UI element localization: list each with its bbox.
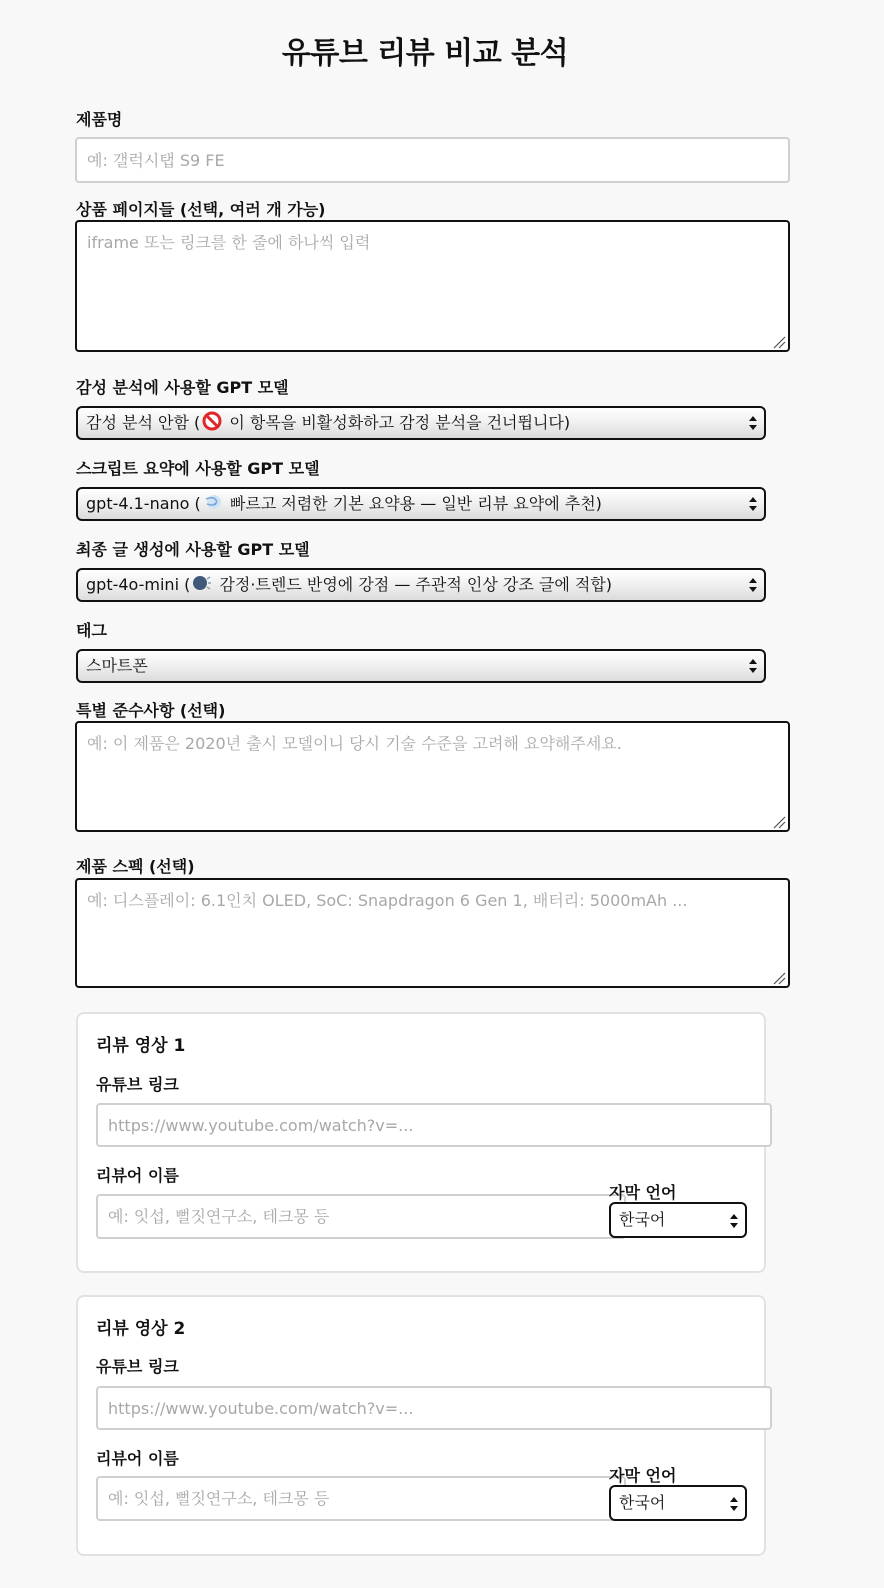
script-model-select[interactable] — [76, 487, 766, 521]
script-model-suffix: 빠르고 저렴한 기본 요약용 — 일반 리뷰 요약에 추천) — [224, 494, 602, 513]
resize-grip-icon[interactable] — [772, 971, 786, 985]
tag-selected-value: 스마트폰 — [86, 656, 148, 675]
sentiment-model-select[interactable] — [76, 406, 766, 440]
select-arrows-icon — [748, 657, 758, 675]
final-model-select[interactable] — [76, 568, 766, 602]
subtitle-language-value: 한국어 — [619, 1493, 666, 1512]
youtube-link-input[interactable] — [96, 1103, 772, 1147]
tag-select[interactable] — [76, 649, 766, 683]
review-card-title: 리뷰 영상 1 — [96, 1036, 186, 1056]
reviewer-name-label: 리뷰어 이름 — [96, 1166, 179, 1185]
subtitle-language-select[interactable] — [609, 1202, 747, 1238]
special-notes-textarea[interactable] — [75, 721, 790, 832]
subtitle-language-label: 자막 언어 — [609, 1183, 677, 1202]
product-pages-label: 상품 페이지들 (선택, 여러 개 가능) — [76, 200, 326, 219]
resize-grip-icon[interactable] — [772, 335, 786, 349]
reviewer-name-input[interactable] — [96, 1476, 626, 1521]
subtitle-language-select[interactable] — [609, 1485, 747, 1521]
select-arrows-icon — [729, 1495, 739, 1513]
review-card-1 — [76, 1012, 766, 1273]
review-card-title: 리뷰 영상 2 — [96, 1319, 186, 1339]
script-model-label: 스크립트 요약에 사용할 GPT 모델 — [76, 459, 320, 478]
sentiment-model-label: 감성 분석에 사용할 GPT 모델 — [76, 378, 289, 397]
page-title: 유튜브 리뷰 비교 분석 — [281, 36, 569, 71]
subtitle-language-label: 자막 언어 — [609, 1466, 677, 1485]
product-name-label: 제품명 — [76, 110, 123, 129]
review-card-2 — [76, 1295, 766, 1556]
product-name-input[interactable] — [75, 137, 790, 183]
wind-icon — [203, 492, 223, 512]
specs-textarea[interactable] — [75, 878, 790, 988]
reviewer-name-label: 리뷰어 이름 — [96, 1449, 179, 1468]
youtube-link-label: 유튜브 링크 — [96, 1357, 179, 1376]
specs-label: 제품 스펙 (선택) — [76, 857, 195, 876]
sentiment-model-suffix: 이 항목을 비활성화하고 감정 분석을 건너뜁니다) — [224, 413, 571, 432]
product-pages-textarea[interactable] — [75, 220, 790, 352]
special-notes-label: 특별 준수사항 (선택) — [76, 701, 226, 720]
select-arrows-icon — [748, 495, 758, 513]
final-model-prefix: gpt-4o-mini ( — [86, 575, 191, 594]
resize-grip-icon[interactable] — [772, 815, 786, 829]
sentiment-model-prefix: 감성 분석 안함 ( — [86, 413, 201, 432]
prohibited-icon — [202, 411, 222, 431]
youtube-link-input[interactable] — [96, 1386, 772, 1430]
speaking-head-icon — [192, 573, 212, 593]
final-model-label: 최종 글 생성에 사용할 GPT 모델 — [76, 540, 310, 559]
select-arrows-icon — [729, 1212, 739, 1230]
final-model-suffix: 감정·트렌드 반영에 강점 — 주관적 인상 강조 글에 적합) — [214, 575, 613, 594]
select-arrows-icon — [748, 576, 758, 594]
script-model-prefix: gpt-4.1-nano ( — [86, 494, 201, 513]
youtube-link-label: 유튜브 링크 — [96, 1075, 179, 1094]
select-arrows-icon — [748, 414, 758, 432]
tag-label: 태그 — [76, 621, 107, 640]
reviewer-name-input[interactable] — [96, 1194, 626, 1239]
subtitle-language-value: 한국어 — [619, 1210, 666, 1229]
